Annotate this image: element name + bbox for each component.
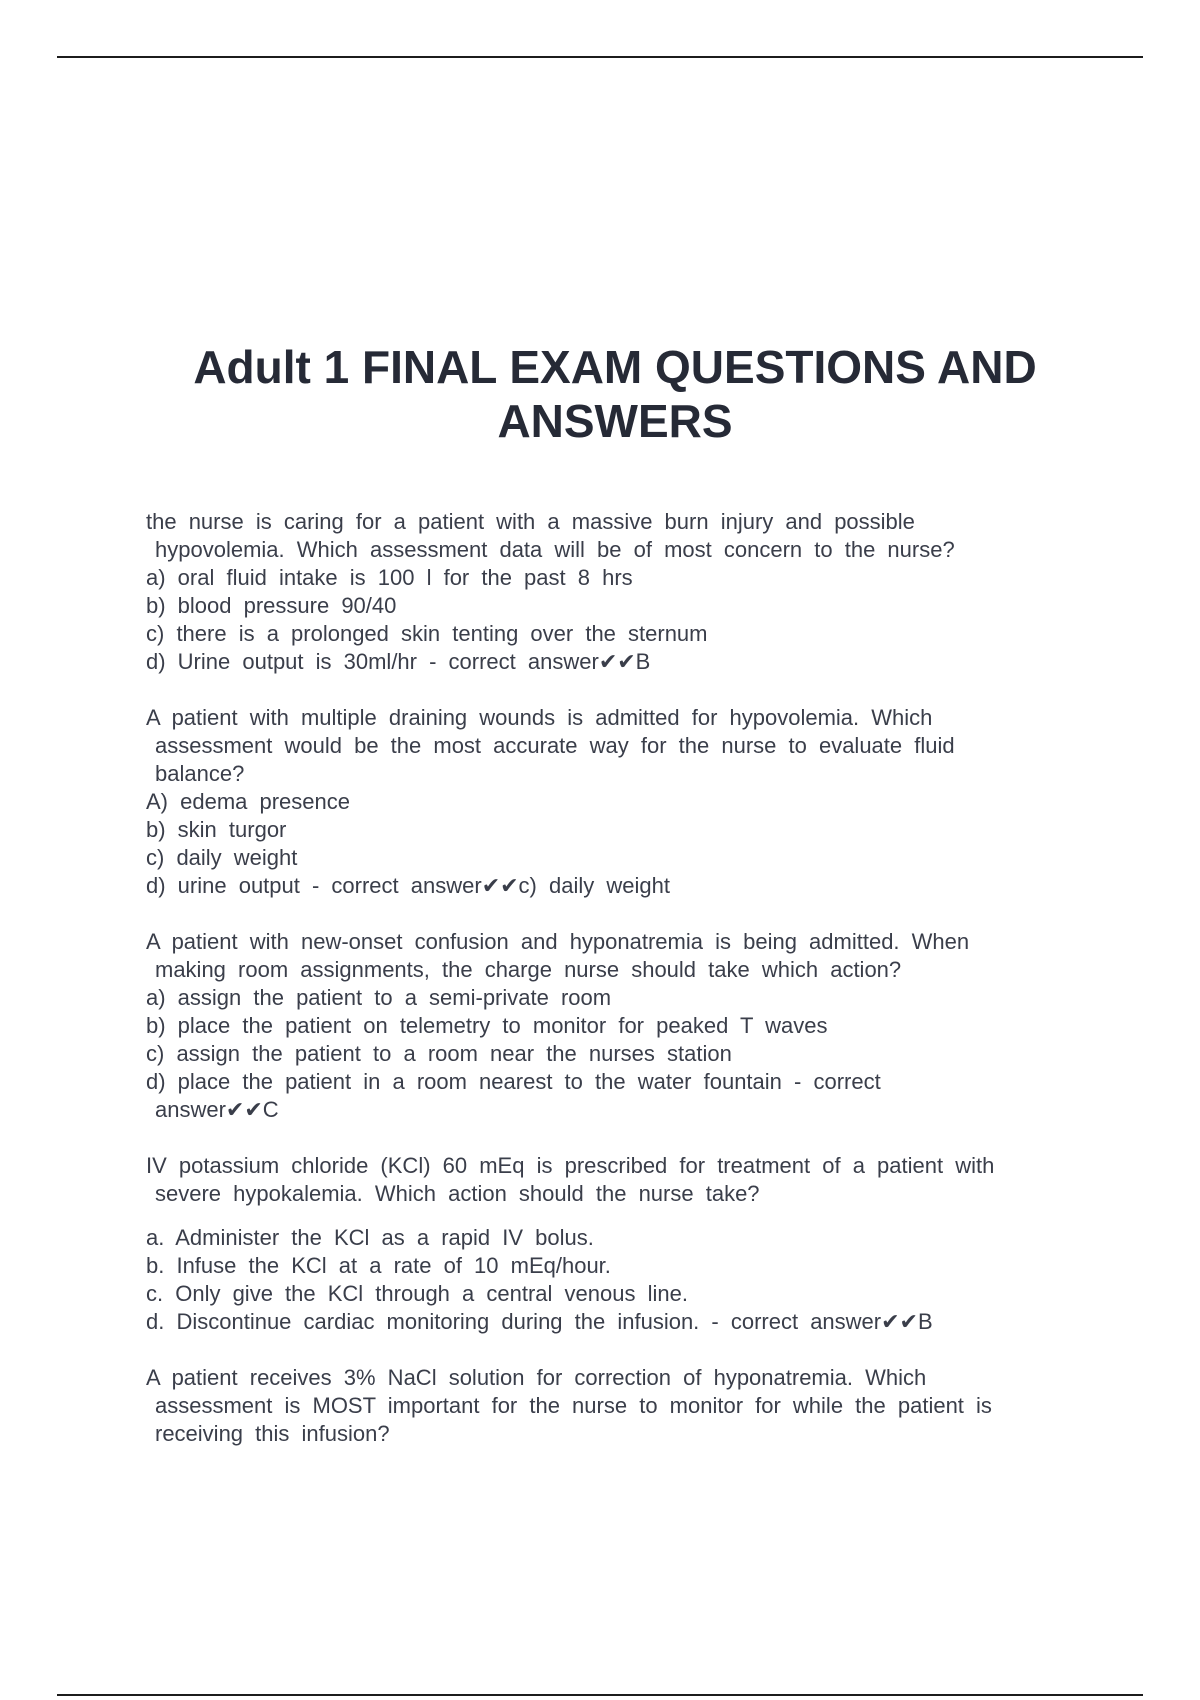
answer-option: b. Infuse the KCl at a rate of 10 mEq/hour. — [146, 1253, 611, 1278]
question-text: assessment is MOST important for the nurse to monitor for while the patient is — [155, 1393, 992, 1418]
question-text: making room assignments, the charge nurse should take which action? — [155, 957, 902, 982]
answer-option: b) place the patient on telemetry to monitor for peaked T waves — [146, 1013, 828, 1038]
answer-option: a. Administer the KCl as a rapid IV bolus. — [146, 1225, 594, 1250]
answer-option: b) skin turgor — [146, 817, 287, 842]
answer-option: c. Only give the KCl through a central venous line. — [146, 1281, 688, 1306]
top-rule — [57, 56, 1143, 58]
document-title — [100, 340, 1130, 448]
answer-option: c) assign the patient to a room near the nurses station — [146, 1041, 732, 1066]
spacer — [146, 1208, 1086, 1224]
answer-option: a) assign the patient to a semi-private room — [146, 985, 612, 1010]
question-5 — [146, 1364, 1086, 1448]
question-4 — [146, 1152, 1086, 1336]
answer-option: d) place the patient in a room nearest to the water fountain - correct — [146, 1069, 881, 1094]
answer-key: answer✔✔C — [155, 1097, 279, 1122]
bottom-rule — [57, 1694, 1143, 1696]
title-line-2: ANSWERS — [497, 395, 733, 447]
answer-option-with-key: d) Urine output is 30ml/hr - correct answer✔✔B — [146, 649, 651, 674]
question-text: the nurse is caring for a patient with a massive burn injury and possible — [146, 509, 915, 534]
question-text: severe hypokalemia. Which action should the nurse take? — [155, 1181, 760, 1206]
question-text: balance? — [155, 761, 245, 786]
answer-option-with-key: d. Discontinue cardiac monitoring during the infusion. - correct answer✔✔B — [146, 1309, 933, 1334]
question-3 — [146, 928, 1086, 1124]
question-text: IV potassium chloride (KCl) 60 mEq is prescribed for treatment of a patient with — [146, 1153, 995, 1178]
question-text: assessment would be the most accurate way for the nurse to evaluate fluid — [155, 733, 955, 758]
question-text: A patient receives 3% NaCl solution for correction of hyponatremia. Which — [146, 1365, 927, 1390]
question-text: A patient with multiple draining wounds is admitted for hypovolemia. Which — [146, 705, 933, 730]
title-line-1: Adult 1 FINAL EXAM QUESTIONS AND — [193, 341, 1037, 393]
question-text: A patient with new-onset confusion and hyponatremia is being admitted. When — [146, 929, 970, 954]
question-text: hypovolemia. Which assessment data will be of most concern to the nurse? — [155, 537, 955, 562]
answer-option: c) there is a prolonged skin tenting over the sternum — [146, 621, 708, 646]
answer-option: a) oral fluid intake is 100 l for the past 8 hrs — [146, 565, 633, 590]
answer-option-with-key: d) urine output - correct answer✔✔c) daily weight — [146, 873, 670, 898]
question-text: receiving this infusion? — [155, 1421, 390, 1446]
question-list — [146, 508, 1086, 1476]
question-2 — [146, 704, 1086, 900]
question-1 — [146, 508, 1086, 676]
answer-option: A) edema presence — [146, 789, 350, 814]
answer-option: b) blood pressure 90/40 — [146, 593, 397, 618]
answer-option: c) daily weight — [146, 845, 298, 870]
